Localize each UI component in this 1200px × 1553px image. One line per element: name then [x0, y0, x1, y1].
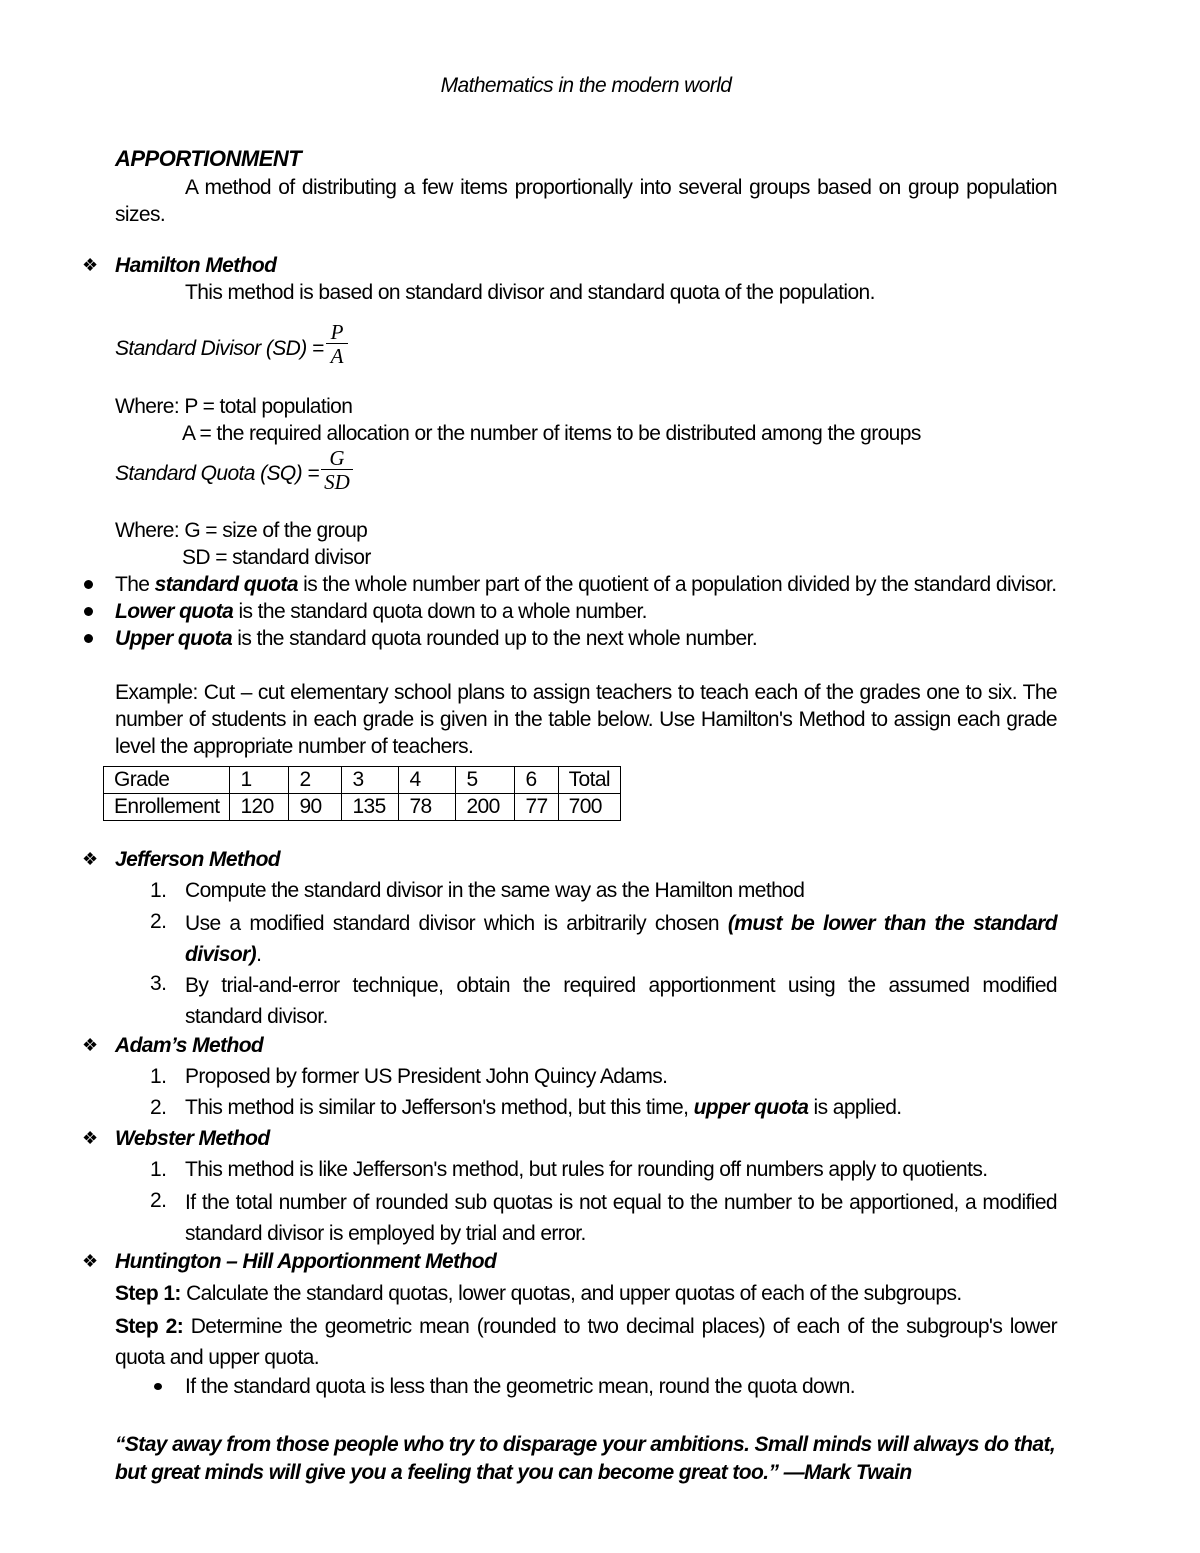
webster-item-2: If the total number of rounded sub quotas is not equal to the number to be apportioned, a modified standard divisor is employed by trial and error. [185, 1191, 1057, 1245]
hamilton-description: This method is based on standard divisor and standard quota of the population. [185, 281, 875, 304]
enrollment-table [103, 766, 621, 821]
sd-fraction [326, 321, 348, 368]
jefferson-item-3: By trial-and-error technique, obtain the required apportionment using the assumed modified standard divisor. [185, 974, 1057, 1028]
sq-formula-label: Standard Quota (SQ) = [115, 462, 319, 485]
page-header: Mathematics in the modern world [440, 74, 732, 97]
jefferson-item-2: Use a modified standard divisor which is arbitrarily chosen (must be lower than the standard divisor). [185, 912, 1057, 966]
table-row [104, 794, 621, 821]
bullet-icon [84, 607, 93, 616]
table-cell: 200 [456, 794, 515, 821]
example-paragraph: Example: Cut – cut elementary school plans to assign teachers to teach each of the grades one to six. The number of students in each grade is given in the table below. Use Hamilton's Method to assign each grade level the appropriate number of teachers. [115, 681, 1057, 758]
list-number: 2. [150, 910, 167, 933]
list-number: 3. [150, 972, 167, 995]
bullet-upper-quota: Upper quota is the standard quota rounded up to the next whole number. [115, 627, 758, 650]
list-number: 2. [150, 1096, 167, 1119]
bullet-lower-quota: Lower quota is the standard quota down to a whole number. [115, 600, 647, 623]
table-cell: 3 [342, 767, 399, 794]
sq-denominator: SD [324, 470, 350, 494]
page-title: APPORTIONMENT [115, 146, 302, 171]
webster-item-1: This method is like Jefferson's method, but rules for rounding off numbers apply to quotients. [185, 1158, 988, 1181]
table-cell: 6 [515, 767, 558, 794]
table-cell: Total [558, 767, 620, 794]
list-number: 1. [150, 1158, 167, 1181]
where-g-line: Where: G = size of the group [115, 519, 368, 542]
table-cell: 4 [399, 767, 456, 794]
adams-item-1: Proposed by former US President John Quincy Adams. [185, 1065, 668, 1088]
hamilton-heading: Hamilton Method [115, 254, 277, 277]
sq-fraction [321, 447, 353, 494]
table-cell: 5 [456, 767, 515, 794]
intro-paragraph: A method of distributing a few items proportionally into several groups based on group population sizes. [115, 176, 1057, 226]
diamond-bullet-icon: ❖ [82, 1128, 99, 1148]
webster-heading: Webster Method [115, 1127, 270, 1150]
table-row [104, 767, 621, 794]
quote-line-1: “Stay away from those people who try to disparage your ambitions. Small minds will always do that, [115, 1433, 1056, 1456]
adams-heading: Adam’s Method [115, 1034, 264, 1057]
table-cell: 1 [230, 767, 289, 794]
sd-formula-label: Standard Divisor (SD) = [115, 337, 324, 360]
where-p-line: Where: P = total population [115, 395, 353, 418]
quote-line-2: but great minds will give you a feeling that you can become great too.” —Mark Twain [115, 1461, 912, 1484]
table-cell: 135 [342, 794, 399, 821]
sd-denominator: A [330, 344, 344, 368]
where-sd-line: SD = standard divisor [182, 546, 371, 569]
jefferson-heading: Jefferson Method [115, 848, 281, 871]
huntington-heading: Huntington – Hill Apportionment Method [115, 1250, 497, 1273]
table-cell: Enrollement [104, 794, 230, 821]
sd-numerator: P [330, 320, 344, 344]
bullet-icon [84, 634, 93, 643]
diamond-bullet-icon: ❖ [82, 849, 99, 869]
table-cell: 2 [289, 767, 342, 794]
table-cell: 90 [289, 794, 342, 821]
diamond-bullet-icon: ❖ [82, 1035, 99, 1055]
where-a-line: A = the required allocation or the number of items to be distributed among the groups [182, 422, 921, 445]
table-cell: 77 [515, 794, 558, 821]
table-cell: Grade [104, 767, 230, 794]
bullet-standard-quota: The standard quota is the whole number part of the quotient of a population divided by the standard divisor. [115, 573, 1057, 596]
step-1: Step 1: Calculate the standard quotas, lower quotas, and upper quotas of each of the subgroups. [115, 1282, 962, 1305]
huntington-bullet: If the standard quota is less than the geometric mean, round the quota down. [185, 1375, 856, 1398]
diamond-bullet-icon: ❖ [82, 255, 99, 275]
list-number: 2. [150, 1189, 167, 1212]
step-2: Step 2: Determine the geometric mean (rounded to two decimal places) of each of the subgroup's lower quota and upper quota. [115, 1315, 1057, 1369]
bullet-icon [84, 580, 93, 589]
jefferson-item-1: Compute the standard divisor in the same way as the Hamilton method [185, 879, 805, 902]
list-number: 1. [150, 1065, 167, 1088]
bullet-icon [154, 1383, 162, 1390]
sq-numerator: G [329, 446, 345, 470]
table-cell: 700 [558, 794, 620, 821]
diamond-bullet-icon: ❖ [82, 1251, 99, 1271]
table-cell: 120 [230, 794, 289, 821]
table-cell: 78 [399, 794, 456, 821]
list-number: 1. [150, 879, 167, 902]
adams-item-2: This method is similar to Jefferson's method, but this time, upper quota is applied. [185, 1096, 902, 1119]
